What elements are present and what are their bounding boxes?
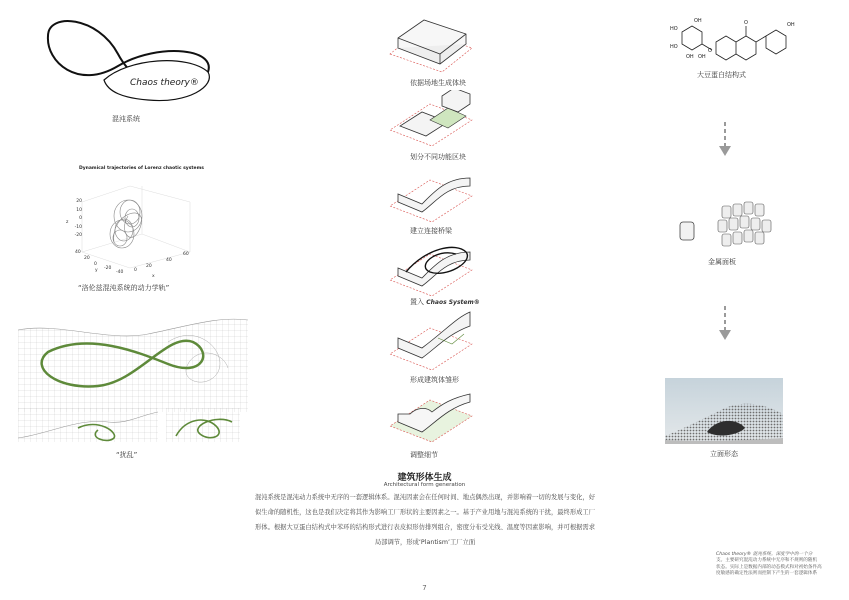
molecule-label: O: [708, 48, 712, 54]
step4-caption: [410, 297, 480, 307]
molecule-label: OH: [686, 54, 694, 60]
molecule-label: OH: [698, 54, 706, 60]
metal-panel-render: [678, 200, 778, 256]
step4-diagram: [386, 238, 476, 296]
z-tick: -20: [74, 233, 82, 238]
molecule-label: O: [744, 20, 748, 26]
lorenz-y-tick: 0: [94, 262, 97, 267]
step4-chaos-system: Chaos System®: [426, 299, 480, 306]
lorenz-y-tick: 20: [84, 256, 90, 261]
lorenz-title: Dynamical trajectories of Lorenz chaotic systems: [79, 166, 204, 171]
step1-diagram: [386, 18, 476, 74]
step3-caption: 建立连接桥梁: [410, 227, 452, 235]
step2-diagram: [386, 90, 476, 146]
z-tick: 10: [76, 207, 82, 213]
section-heading-en: Architectural form generation: [383, 482, 466, 488]
disturb-caption: “扰乱”: [116, 451, 138, 459]
lorenz-y-label: y: [95, 268, 98, 273]
section-heading-cn: 建筑形体生成: [397, 473, 452, 483]
down-arrow-2: [718, 306, 732, 342]
side-note-line: 状态。实际上是数据内部的动态模式和对初始条件高: [716, 564, 822, 570]
lorenz-x-tick: 20: [146, 264, 152, 269]
step5-diagram: [386, 308, 476, 370]
down-arrow-1: [718, 122, 732, 158]
chaos-caption: 混沌系统: [112, 115, 140, 123]
paragraph-line: 混沌系统是混沌动力系统中无序的一套逻辑体系。混沌因素会在任何时间、地点偶然出现，并影响着一切的发展与变化，好: [254, 494, 596, 501]
lorenz-z-ticks: [72, 198, 82, 241]
side-note-line: 度敏感的确定性法则而控制下产生的一套逻辑体系: [716, 571, 818, 577]
side-note: [716, 552, 840, 578]
panel-caption: 金属面板: [708, 258, 736, 266]
paragraph-line: 形体。根据大豆蛋白结构式中苯环的结构形式进行表皮拟形仿排列组合，密度分布受光线、温度等因素影响，并可根据需求: [254, 524, 596, 531]
step3-diagram: [386, 166, 476, 222]
chaos-surface-render: [18, 312, 248, 412]
lorenz-x-tick: 40: [166, 258, 172, 263]
z-tick: 20: [76, 199, 82, 204]
step6-caption: 调整细节: [410, 451, 438, 459]
lorenz-y-tick: -40: [116, 270, 124, 275]
step4-label: 置入: [410, 298, 424, 306]
page-number: 7: [422, 584, 427, 592]
molecule-caption: 大豆蛋白结构式: [697, 71, 746, 79]
lorenz-x-tick: 0: [134, 268, 137, 273]
disturb-render-right: [166, 408, 240, 442]
step5-caption: 形成建筑体雏形: [410, 376, 459, 384]
description-paragraph: [222, 490, 628, 550]
disturb-render-left: [18, 408, 158, 442]
molecule-label: OH: [787, 22, 795, 28]
molecule-label: OH: [694, 18, 702, 24]
chaos-logo-text: Chaos theory®: [130, 78, 199, 88]
lorenz-y-tick: -20: [104, 266, 112, 271]
side-note-line: Chaos theory® 混沌系统。深度学中的一个分: [716, 552, 813, 557]
lorenz-x-tick: 60: [183, 252, 189, 257]
lorenz-x-label: x: [152, 274, 155, 279]
step6-diagram: [386, 386, 476, 442]
facade-render: [665, 378, 783, 444]
lorenz-y-tick: 40: [75, 250, 81, 255]
z-tick: -10: [74, 224, 82, 230]
z-tick: 0: [79, 216, 82, 221]
molecule-label: HO: [670, 44, 678, 50]
step2-caption: 划分不同功能区块: [410, 153, 466, 161]
chaos-theory-logo: [38, 14, 218, 104]
molecule-label: HO: [670, 26, 678, 32]
paragraph-line: 似生命的随机性，这也是我们决定将其作为影响工厂形状的主要因素之一。基于产业用地与混沌系统的干扰，最终形成工厂: [254, 509, 596, 516]
facade-caption: 立面形态: [710, 450, 738, 458]
lorenz-z-label: z: [66, 220, 69, 225]
step1-caption: 依据场地生成体块: [410, 79, 466, 87]
side-note-line: 支。主要研究混沌动力系统中无序和不规则的随机: [716, 558, 818, 564]
paragraph-line: 局部调节，形成‘Plantism’工厂立面: [374, 539, 476, 546]
soy-protein-molecule: [668, 12, 798, 68]
lorenz-caption: “洛伦兹混沌系统的动力学轨”: [78, 284, 170, 292]
